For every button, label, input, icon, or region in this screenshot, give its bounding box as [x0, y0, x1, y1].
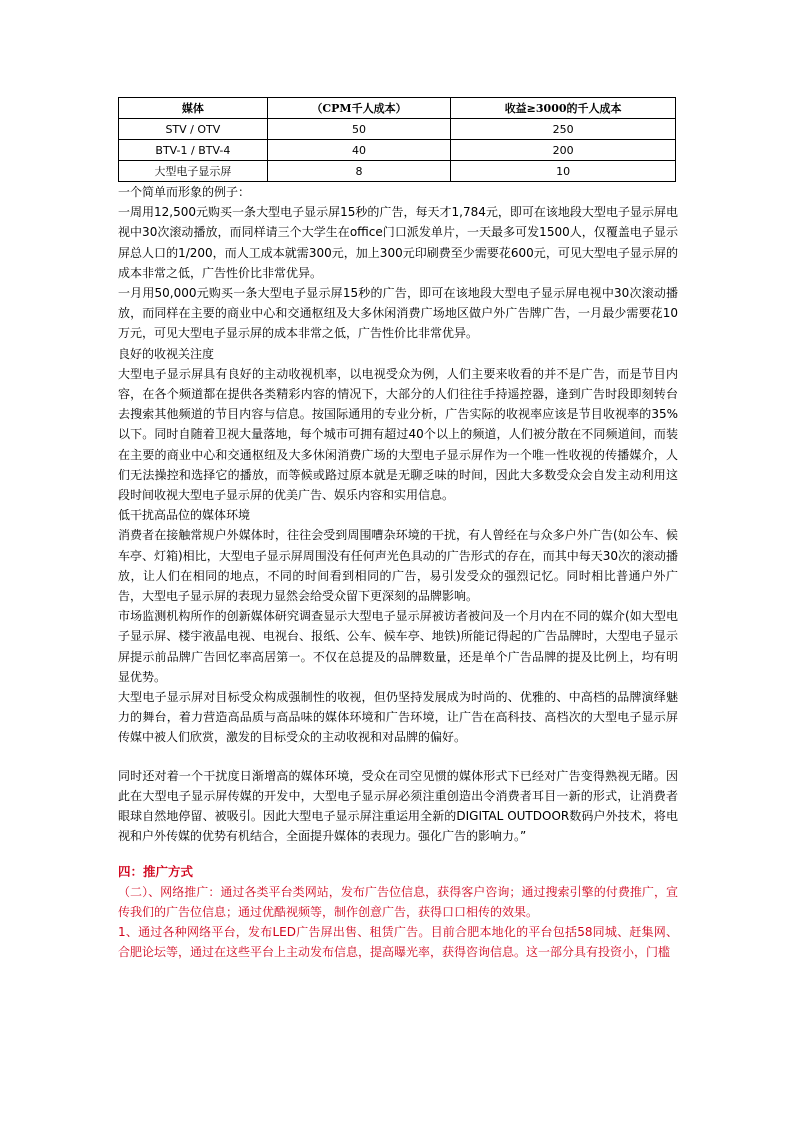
table-header: （CPM千人成本）: [267, 98, 450, 119]
table-cell: 大型电子显示屏: [119, 161, 268, 182]
paragraph: 一个简单而形象的例子：: [118, 185, 251, 199]
table-header: 媒体: [119, 98, 268, 119]
table-cell: 8: [267, 161, 450, 182]
table-cell: STV / OTV: [119, 119, 268, 140]
table-header: 收益≥3000的千人成本: [451, 98, 676, 119]
table-header-row: [119, 98, 676, 119]
table-cell: 200: [451, 140, 676, 161]
table-cell: 40: [267, 140, 450, 161]
table-cell: 50: [267, 119, 450, 140]
red-paragraph: （二）、网络推广：通过各类平台类网站，发布广告位信息，获得客户咨询；通过搜索引擎的付费推广，宣传我们的广告位信息；通过优酷视频等，制作创意广告，获得口口相传的效果。: [118, 884, 678, 919]
paragraph: 市场监测机构所作的创新媒体研究调查显示大型电子显示屏被访者被问及一个月内在不同的媒介(如大型电子显示屏、楼宇液晶电视、电视台、报纸、公车、候车亭、地铁)所能记得起的广告品牌时，大型电子显示屏提示前品牌广告回忆率高居第一。不仅在总提及的品牌数量，还是单个广告品牌的提及比例上，均有明显优势。: [118, 609, 678, 684]
document-page: [118, 97, 678, 962]
table-cell: 10: [451, 161, 676, 182]
table-row: [119, 140, 676, 161]
subheading: 良好的收视关注度: [118, 346, 215, 361]
table-cell: 250: [451, 119, 676, 140]
section-heading: 四：推广方式: [118, 863, 194, 879]
table-row: [119, 161, 676, 182]
paragraph: 大型电子显示屏具有良好的主动收视机率，以电视受众为例，人们主要来收看的并不是广告，而是节目内容，在各个频道都在提供各类精彩内容的情况下，大部分的人们往往手持遥控器，逢到广告时段即刻转台去搜索其他频道的节目内容与信息。按国际通用的专业分析，广告实际的收视率应该是节目收视率的35%以下。同时自随着卫视大量落地，每个城市可拥有超过40个以上的频道，人们被分散在不同频道间，而装在主要的商业中心和交通枢纽及大多休闲消费广场的大型电子显示屏作为一个唯一性收视的传播媒介，人们无法操控和选择它的播放，而等候或路过原本就是无聊乏味的时间，因此大多数受众会自发主动利用这段时间收视大型电子显示屏的优美广告、娱乐内容和实用信息。: [118, 366, 678, 503]
spacer: [118, 748, 678, 766]
table-cell: BTV-1 / BTV-4: [119, 140, 268, 161]
paragraph: 大型电子显示屏对目标受众构成强制性的收视，但仍坚持发展成为时尚的、优雅的、中高档的品牌演绎魅力的舞台，着力营造高品质与高品味的媒体环境和广告环境，让广告在高科技、高档次的大型电子显示屏传媒中被人们欣赏，激发的目标受众的主动收视和对品牌的偏好。: [118, 690, 678, 745]
paragraph: 消费者在接触常规户外媒体时，往往会受到周围嘈杂环境的干扰，有人曾经在与众多户外广告(如公车、候车亭、灯箱)相比，大型电子显示屏周围没有任何声光色具动的广告形式的存在，而其中每天30次的滚动播放，让人们在相同的地点，不同的时间看到相同的广告，易引发受众的强烈记忆。同时相比普通户外广告，大型电子显示屏的表现力显然会给受众留下更深刻的品牌影响。: [118, 528, 678, 604]
paragraph: 一周用12,500元购买一条大型电子显示屏15秒的广告，每天才1,784元，即可在该地段大型电子显示屏电视中30次滚动播放，而同样请三个大学生在office门口派发单片，一天最多可发1500人，仅覆盖电子显示屏总人口的1/200，而人工成本就需300元，加上300元印刷费至少需要花600元，可见大型电子显示屏的成本非常之低，广告性价比非常优异。: [118, 205, 678, 280]
cpm-table: [118, 97, 676, 182]
paragraph: 一月用50,000元购买一条大型电子显示屏15秒的广告，即可在该地段大型电子显示屏电视中30次滚动播放，而同样在主要的商业中心和交通枢纽及大多休闲消费广场地区做户外广告牌广告，一月最少需要花10万元，可见大型电子显示屏的成本非常之低，广告性价比非常优异。: [118, 286, 678, 341]
paragraph: 同时还对着一个干扰度日渐增高的媒体环境，受众在司空见惯的媒体形式下已经对广告变得熟视无睹。因此在大型电子显示屏传媒的开发中，大型电子显示屏必须注重创造出令消费者耳目一新的形式，让消费者眼球自然地停留、被吸引。因此大型电子显示屏注重运用全新的DIGITAL OUTDOOR数码户外技术，将电视和户外传媒的优势有机结合，全面提升媒体的表现力。强化广告的影响力。”: [118, 768, 678, 844]
subheading: 低干扰高品位的媒体环境: [118, 508, 251, 523]
table-row: [119, 119, 676, 140]
red-paragraph: 1、通过各种网络平台，发布LED广告屏出售、租赁广告。目前合肥本地化的平台包括58同城、赶集网、合肥论坛等，通过在这些平台上主动发布信息，提高曝光率，获得咨询信息。这一部分具有投资小，门槛: [118, 924, 678, 960]
